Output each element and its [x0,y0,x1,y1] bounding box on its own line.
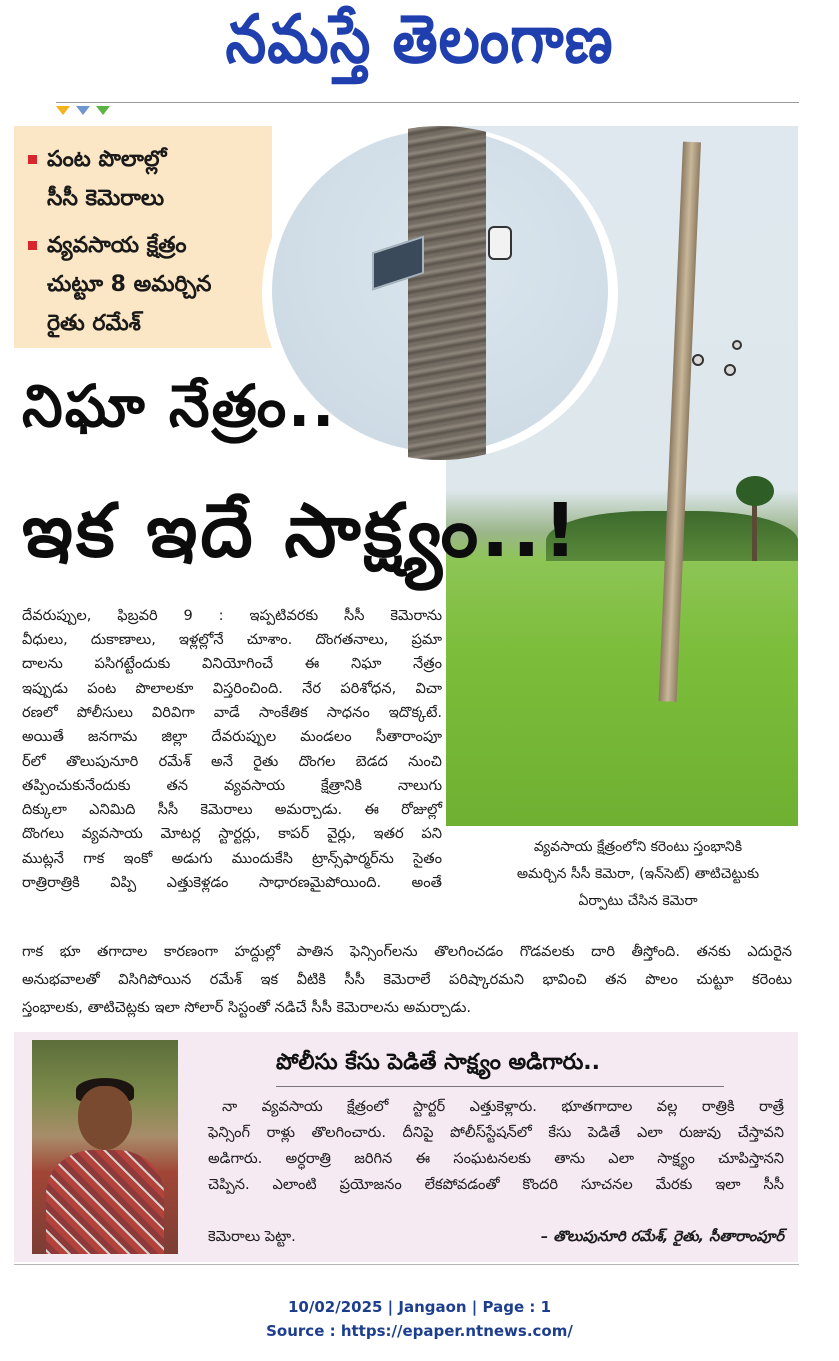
body-line: గాక భూ తగాదాల కారణంగా హద్దుల్లో పాతిన ఫెన్సింగ్‌లను తొలగించడం గొడవలకు దారి తీస్తోంది. తనకు ఎదురైన [22,943,792,960]
cctv-camera-icon [732,340,742,350]
photo-palm-crown [736,476,774,506]
body-line: అయితే జనగామ జిల్లా దేవరుప్పుల మండలం సీతారాంపూ [22,728,442,745]
footer-divider [14,1264,799,1265]
accent-triangle-icon [96,106,110,115]
highlight-item [28,140,262,218]
photo-palm-trunk [408,126,486,460]
quote-title-underline [276,1086,724,1087]
quote-line: ఫెన్సింగ్ రాళ్లు తొలగించారు. దీనిపై పోలీస్‌స్టేషన్‌లో కేసు పెడితే ఎలా రుజువు చేస్తావని [208,1124,784,1141]
masthead [0,0,839,110]
portrait-shirt [46,1150,164,1254]
source-link[interactable]: Source : https://epaper.ntnews.com/ [266,1322,573,1340]
quote-title: పోలీసు కేసు పెడితే సాక్ష్యం అడిగారు.. [276,1050,601,1075]
body-line: ముట్లనే గాక ఇంకో అడుగు ముందుకేసి ట్రాన్స్‌ఫార్మర్‌ను సైతం [22,850,442,867]
quote-last-line [208,1224,784,1250]
highlight-text: వ్యవసాయ క్షేత్రం చుట్టూ 8 అమర్చిన రైతు రమేశ్ [47,233,212,336]
photo-caption: వ్యవసాయ క్షేత్రంలోని కరెంటు స్తంభానికి అమర్చిన సీసీ కెమెరా, (ఇన్‌సెట్) తాటిచెట్టుకు ఏర్పాటు చేసిన కెమెరా [516,839,760,909]
quote-body [208,1094,784,1198]
body-line: వీధులు, దుకాణాలు, ఇళ్లల్లోనే చూశాం. దొంగతనాలు, ప్రమా [22,631,442,648]
photo-electric-pole [659,142,701,702]
body-line: ఇప్పుడు పంట పొలాలకూ విస్తరించింది. నేర పరిశోధన, విచా [22,680,442,697]
body-line: దిక్కులా ఎనిమిది సీసీ కెమెరాలు అమర్చాడు. ఈ రోజుల్లో [22,801,442,818]
farmer-portrait-photo [32,1040,178,1254]
quote-line: కెమెరాలు పెట్టా. [208,1228,296,1245]
body-line: రాత్రిరాత్రికి విప్పి ఎత్తుకెళ్లడం సాధారణమైపోయింది. అంతే [22,874,442,891]
highlight-item [28,226,262,343]
cctv-camera-icon [692,354,704,366]
quote-line: చెప్పిన. ఎలాంటి ప్రయోజనం లేకపోవడంతో కొందరి సూచనల మేరకు ఇలా సీసీ [208,1176,784,1193]
headline-line-1: నిఘా నేత్రం.. [22,372,337,440]
newspaper-logo: నమస్తే తెలంగాణ [225,0,614,78]
square-bullet-icon [28,155,37,164]
quote-box [14,1032,798,1262]
headline-line-2: ఇక ఇదే సాక్ష్యం..! [22,488,581,574]
body-line: దొంగలు వ్యవసాయ మోటర్ల స్టార్టర్లు, కాపర్ వైర్లు, ఇతర పని [22,825,442,842]
accent-triangle-icon [56,106,70,115]
body-line: రణలో పోలీసులు విరివిగా వాడే సాంకేతిక సాధనం ఇదొక్కటే. [22,704,442,721]
body-line: దేవరుప్పుల, ఫిబ్రవరి 9 : ఇప్పటివరకు సీసీ కెమెరాను [22,607,442,624]
portrait-face [78,1086,132,1150]
square-bullet-icon [28,241,37,250]
body-line: దాలను పసిగట్టేందుకు వినియోగించే ఈ నిఘా నేత్రం [22,655,442,672]
masthead-accent-triangles [56,100,116,112]
masthead-divider [56,102,799,103]
highlight-text: పంట పొలాల్లో సీసీ కెమెరాలు [47,147,167,211]
cctv-camera-icon [724,364,736,376]
quote-signature: – తొలుపునూరి రమేశ్, రైతు, సీతారాంపూర్ [540,1228,784,1245]
edition-info: 10/02/2025 | Jangaon | Page : 1 [287,1298,552,1316]
accent-triangle-icon [76,106,90,115]
quote-line: నా వ్యవసాయ క్షేత్రంలో స్టార్టర్ ఎత్తుకెళ్లారు. భూతగాదాల వల్ల రాత్రికి రాత్రే [222,1098,784,1115]
quote-line: అడిగారు. అర్ధరాత్రి జరిగిన ఈ సంఘటనలకు తాను ఎలా సాక్ష్యం చూపిస్తానని [208,1150,784,1167]
body-line: తప్పించుకునేందుకు తన వ్యవసాయ క్షేత్రానికి నాలుగు [22,777,442,794]
body-line: అనుభవాలతో విసిగిపోయిన రమేశ్ ఇక వీటికి సీసీ కెమెరాలే పరిష్కారమని భావించి తన పొలం చుట్టూ కరెంటు [22,971,792,988]
body-line: స్తంభాలకు, తాటిచెట్లకు ఇలా సోలార్ సిస్టంతో నడిచే సీసీ కెమెరాలను అమర్చాడు. [22,999,472,1016]
highlights-box [14,126,272,348]
body-line: ర్‌లో తొలుపునూరి రమేశ్ అనే రైతు దొంగల బెడద నుంచి [22,753,442,770]
cctv-camera-icon [488,226,512,260]
